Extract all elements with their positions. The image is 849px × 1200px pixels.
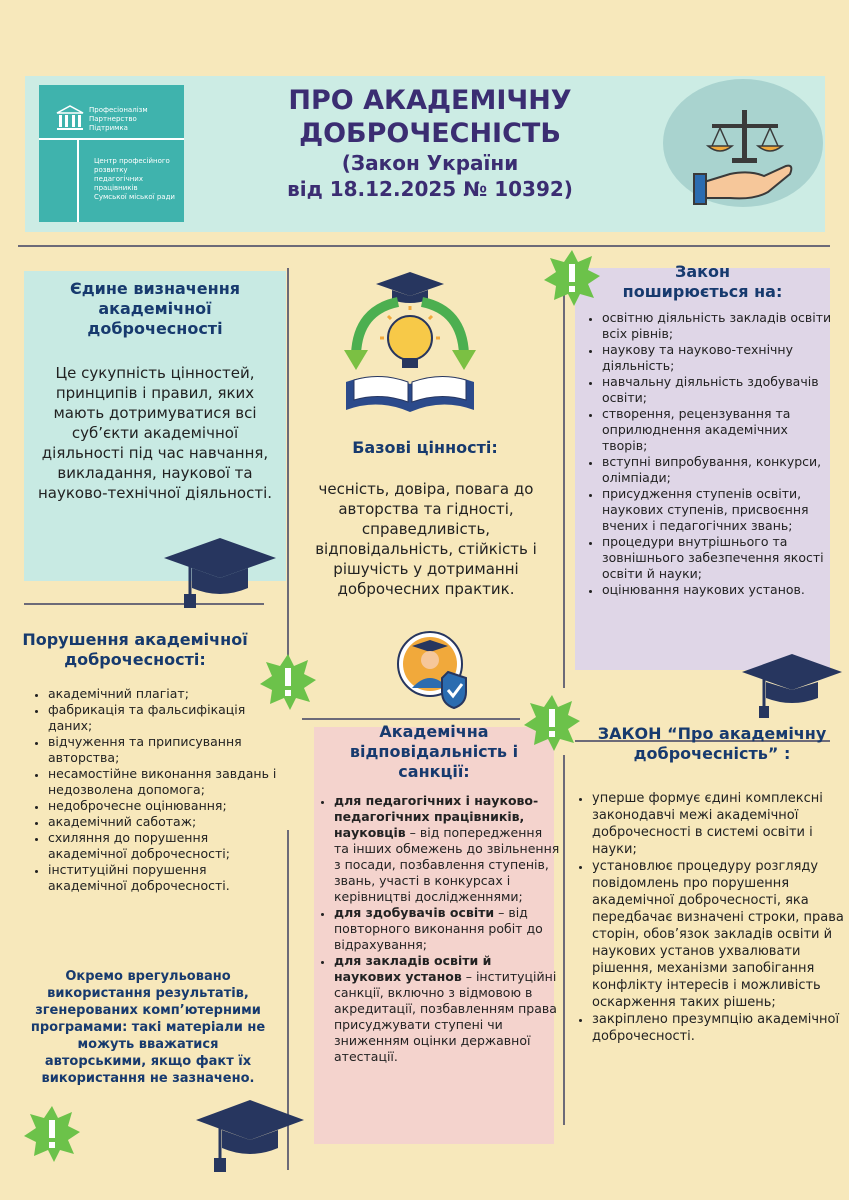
list-item: • процедури внутрішнього та зовнішнього забезпечення якості освіти й науки; bbox=[602, 534, 834, 582]
book-lightbulb-icon bbox=[340, 270, 480, 418]
scope-title-line: поширюється на: bbox=[622, 282, 783, 301]
exclamation-starburst-icon bbox=[542, 248, 602, 308]
list-item: • наукову та науково-технічну діяльність; bbox=[602, 342, 834, 374]
divider bbox=[302, 718, 520, 720]
title-subline: (Закон України bbox=[341, 151, 519, 175]
list-item: • присудження ступенів освіти, наукових ступенів, присвоєння вчених і педагогічних звань; bbox=[602, 486, 834, 534]
list-item bbox=[334, 905, 560, 953]
list-item: • фабрикація та фальсифікація даних; bbox=[48, 702, 284, 734]
item-bold: для педагогічних і науково-педагогічних працівників, науковців bbox=[334, 793, 539, 840]
logo-center-line: педагогічних працівників bbox=[94, 175, 143, 192]
list-item: • академічний саботаж; bbox=[48, 814, 284, 830]
title-line: ПРО АКАДЕМІЧНУ bbox=[288, 85, 572, 116]
logo-text-line: Партнерство bbox=[89, 115, 137, 123]
divider bbox=[18, 245, 830, 247]
list-item: • академічний плагіат; bbox=[48, 686, 284, 702]
responsibility-list bbox=[316, 793, 560, 1065]
responsibility-title: Академічна відповідальність і санкції: bbox=[349, 722, 519, 781]
ai-note: Окремо врегульовано використання результатів, згенерованих комп’ютерними програмами: такі матеріали не можуть вважатися авторськими, якщо факт їх використання не зазначено. bbox=[30, 969, 266, 1086]
scope-list bbox=[584, 310, 834, 598]
list-item: • інституційні порушення академічної доброчесності. bbox=[48, 862, 284, 894]
item-text: – від повторного виконання робіт до відрахування; bbox=[334, 905, 543, 952]
graduation-cap-icon bbox=[162, 534, 278, 610]
logo bbox=[39, 85, 184, 222]
divider bbox=[563, 268, 565, 688]
law-list bbox=[574, 790, 848, 1045]
list-item: • недоброчесне оцінювання; bbox=[48, 798, 284, 814]
title-subline: від 18.12.2025 № 10392) bbox=[287, 177, 573, 201]
scope-title bbox=[595, 262, 810, 302]
values-title: Базові цінності: bbox=[352, 438, 498, 457]
divider bbox=[563, 755, 565, 1125]
scope-title-line: Закон bbox=[674, 262, 731, 281]
list-item: • закріплено презумпцію академічної доброчесності. bbox=[592, 1011, 848, 1045]
responsibility-panel bbox=[314, 722, 560, 1144]
exclamation-starburst-icon bbox=[22, 1104, 82, 1164]
item-text: – від попередження та інших обмежень до звільнення з посади, позбавлення ступенів, звань, участі в конкурсах і керівництві дослідженнями; bbox=[334, 825, 560, 904]
scope-panel bbox=[575, 262, 832, 670]
list-item: • вступні випробування, конкурси, олімпіади; bbox=[602, 454, 834, 486]
scales-in-hand-icon bbox=[690, 102, 800, 212]
violations-list bbox=[30, 686, 284, 894]
list-item bbox=[334, 953, 560, 1065]
logo-text-line: Професіоналізм bbox=[89, 106, 148, 114]
graduation-cap-icon bbox=[740, 652, 844, 718]
logo-center-line: Центр професійного розвитку bbox=[94, 157, 170, 174]
item-bold: для закладів освіти й наукових установ bbox=[334, 953, 492, 984]
list-item: • створення, рецензування та оприлюднення академічних творів; bbox=[602, 406, 834, 454]
list-item bbox=[334, 793, 560, 905]
list-item: • схиляння до порушення академічної доброчесності; bbox=[48, 830, 284, 862]
item-text: – інституційні санкції, включно з відмовою в акредитації, позбавленням права присуджувати ступені чи зниженням оцінки державної атестації. bbox=[334, 969, 557, 1064]
violations-title: Порушення академічної доброчесності: bbox=[22, 630, 248, 669]
graduation-cap-icon bbox=[194, 1098, 306, 1174]
law-title: ЗАКОН “Про академічну доброчесність” : bbox=[597, 724, 827, 763]
list-item: • несамостійне виконання завдань і недозволена допомога; bbox=[48, 766, 284, 798]
title-line: ДОБРОЧЕСНІСТЬ bbox=[299, 118, 561, 149]
student-shield-icon bbox=[396, 630, 476, 710]
page-title bbox=[265, 84, 595, 202]
exclamation-starburst-icon bbox=[522, 693, 582, 753]
building-icon bbox=[55, 105, 85, 133]
definition-title: Єдине визначення академічної доброчесності bbox=[69, 279, 241, 338]
list-item: • оцінювання наукових установ. bbox=[602, 582, 834, 598]
logo-center-line: Сумської міської ради bbox=[94, 193, 175, 201]
definition-text: Це сукупність цінностей, принципів і правил, яких мають дотримуватися всі суб’єкти академічної діяльності під час навчання, викладання, наукової та науково-технічної діяльності. bbox=[37, 364, 273, 502]
values-text: чесність, довіра, повага до авторства та гідності, справедливість, відповідальність, стійкість і рішучість у дотриманні доброчесних практик. bbox=[315, 480, 537, 598]
list-item: • уперше формує єдині комплексні законодавчі межі академічної доброчесності в системі освіти і науки; bbox=[592, 790, 848, 858]
logo-text-line: Підтримка bbox=[89, 124, 128, 132]
exclamation-starburst-icon bbox=[258, 652, 318, 712]
list-item: • установлює процедуру розгляду повідомлень про порушення академічної доброчесності, яка передбачає визначені строки, права сторін, обов’язок закладів освіти й наукових установ ухвалювати рішення, механізми запобігання конфлікту інтересів і можливість оскарження таких рішень; bbox=[592, 858, 848, 1011]
divider bbox=[287, 268, 289, 698]
list-item: • освітню діяльність закладів освіти всіх рівнів; bbox=[602, 310, 834, 342]
list-item: • відчуження та приписування авторства; bbox=[48, 734, 284, 766]
item-bold: для здобувачів освіти bbox=[334, 905, 495, 920]
list-item: • навчальну діяльність здобувачів освіти; bbox=[602, 374, 834, 406]
